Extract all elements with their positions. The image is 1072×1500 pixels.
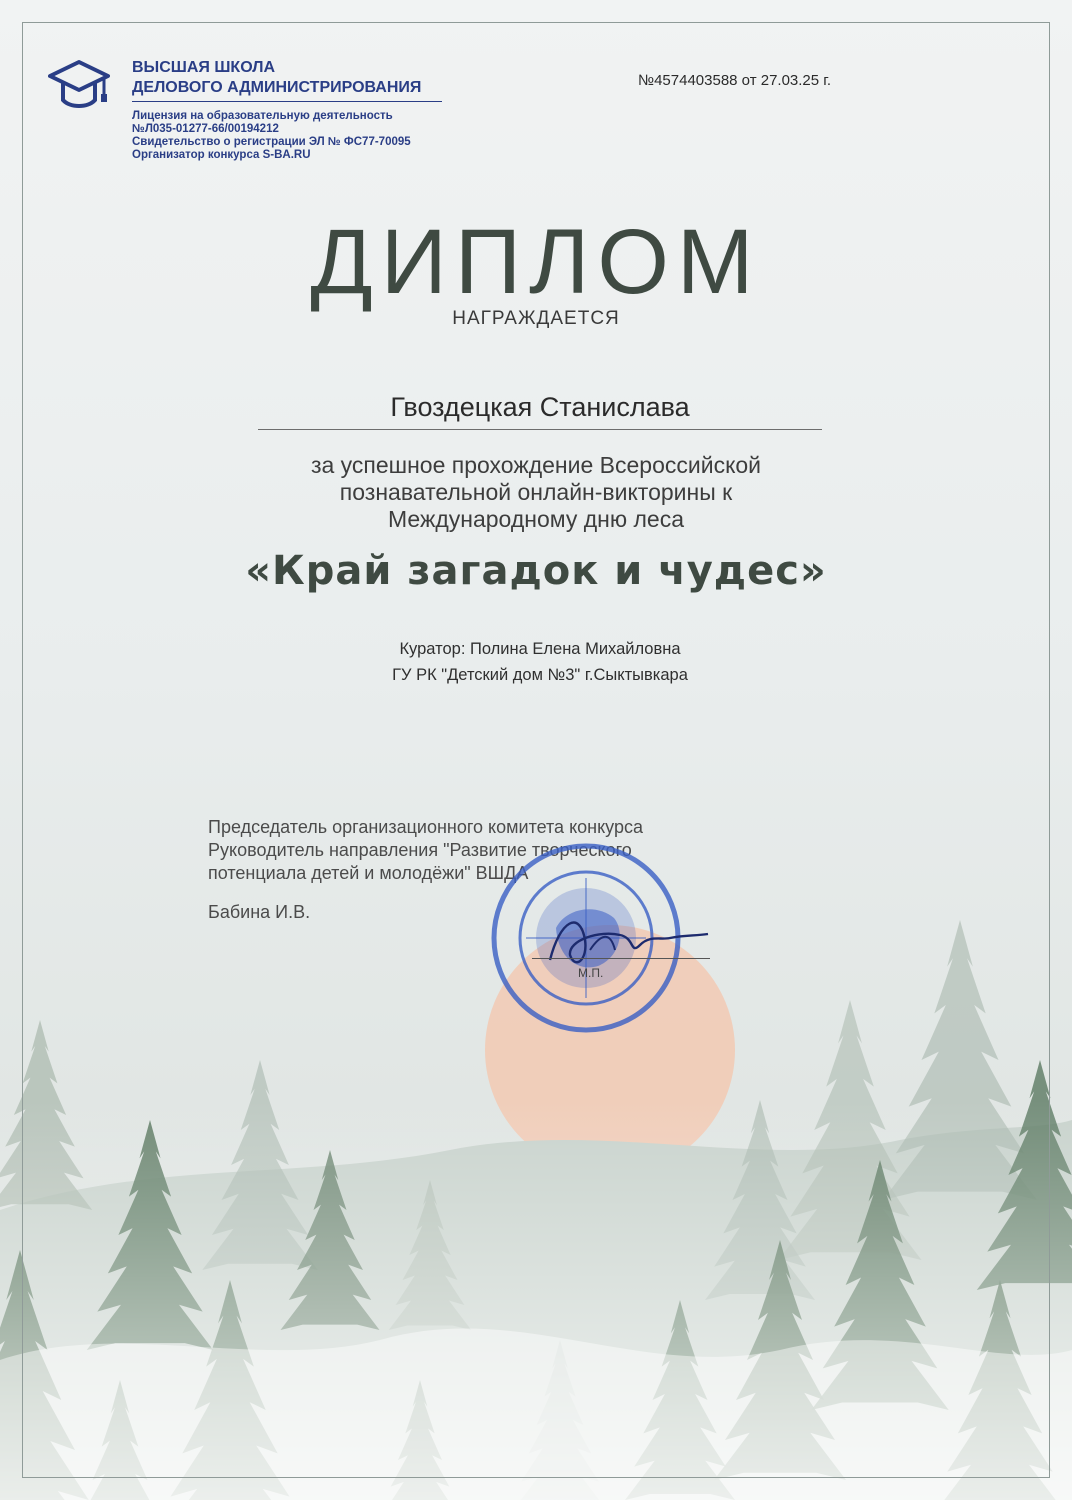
seal-place-label: М.П. — [578, 966, 604, 980]
license-info — [132, 110, 532, 162]
license-line: №Л035-01277-66/00194212 — [132, 123, 279, 135]
signer-name: Бабина И.В. — [208, 902, 311, 922]
handwritten-signature — [540, 900, 710, 980]
signature-line — [532, 958, 710, 959]
reason-line: познавательной онлайн-викторины к — [339, 479, 733, 505]
graduation-cap-icon — [48, 58, 110, 114]
institution-name: ГУ РК "Детский дом №3" г.Сыктывкара — [392, 666, 688, 684]
license-line: Лицензия на образовательную деятельность — [132, 110, 393, 122]
diploma-title: ДИПЛОМ — [310, 211, 762, 313]
award-reason — [186, 452, 886, 533]
reason-line: Международному дню леса — [388, 506, 684, 532]
recipient-name: Гвоздецкая Станислава — [258, 392, 822, 430]
curator-info — [300, 636, 780, 688]
school-name-line1: ВЫСШАЯ ШКОЛА — [132, 59, 276, 76]
awarded-label: НАГРАЖДАЕТСЯ — [452, 308, 620, 329]
quiz-title: «Край загадок и чудес» — [245, 548, 827, 594]
reason-line: за успешное прохождение Всероссийской — [310, 452, 762, 478]
signer-position: Руководитель направления "Развитие творческого — [208, 840, 632, 860]
organization-header — [48, 58, 508, 178]
school-name — [132, 58, 512, 102]
signer-position: Председатель организационного комитета конкурса — [208, 817, 643, 837]
license-line: Организатор конкурса S-BA.RU — [132, 149, 311, 161]
document-number: №4574403588 от 27.03.25 г. — [638, 72, 832, 89]
license-line: Свидетельство о регистрации ЭЛ № ФС77-70095 — [132, 136, 411, 148]
curator-name: Куратор: Полина Елена Михайловна — [399, 640, 681, 658]
school-name-line2: ДЕЛОВОГО АДМИНИСТРИРОВАНИЯ — [132, 78, 442, 102]
signer-position: потенциала детей и молодёжи" ВШДА — [208, 863, 529, 883]
